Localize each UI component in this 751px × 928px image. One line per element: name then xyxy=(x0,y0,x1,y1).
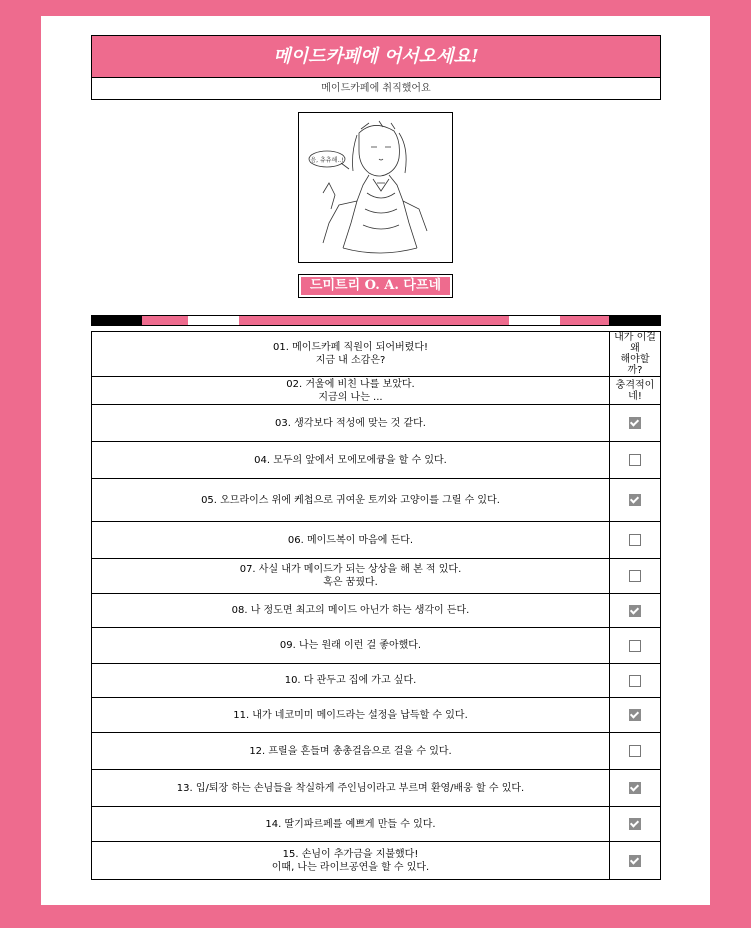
checkbox-cell xyxy=(610,628,661,664)
stripe-segment xyxy=(609,316,660,325)
checklist-row xyxy=(92,479,661,522)
answer-label-shock: 충격적이네! xyxy=(610,377,661,405)
question-text: 04. 모두의 앞에서 모에모에큥을 할 수 있다. xyxy=(92,442,610,479)
stripe-segment xyxy=(239,316,509,325)
page-title: 메이드카페에 어서오세요! xyxy=(92,36,660,78)
question-text: 09. 나는 원래 이런 걸 좋아했다. xyxy=(92,628,610,664)
checkbox-unchecked[interactable] xyxy=(629,534,641,546)
checklist-row xyxy=(92,842,661,880)
question-text: 13. 입/퇴장 하는 손님들을 착실하게 주인님이라고 부르며 환영/배웅 할 수 있다. xyxy=(92,770,610,807)
checkbox-checked[interactable] xyxy=(629,709,641,721)
checkbox-cell xyxy=(610,559,661,594)
checkbox-cell xyxy=(610,594,661,628)
checklist-row xyxy=(92,628,661,664)
checklist-row xyxy=(92,405,661,442)
checkbox-checked[interactable] xyxy=(629,818,641,830)
checkbox-checked[interactable] xyxy=(629,417,641,429)
question-text: 10. 다 관두고 집에 가고 싶다. xyxy=(92,664,610,698)
question-text: 01. 메이드카페 직원이 되어버렸다! 지금 내 소감은? xyxy=(92,332,610,377)
checkbox-cell xyxy=(610,479,661,522)
header-box xyxy=(91,35,661,100)
checklist-row xyxy=(92,594,661,628)
checkbox-checked[interactable] xyxy=(629,782,641,794)
question-text: 11. 내가 네코미미 메이드라는 설정을 납득할 수 있다. xyxy=(92,698,610,733)
checklist-row xyxy=(92,442,661,479)
question-text: 05. 오므라이스 위에 케첩으로 귀여운 토끼와 고양이를 그릴 수 있다. xyxy=(92,479,610,522)
checkbox-unchecked[interactable] xyxy=(629,675,641,687)
checkbox-cell xyxy=(610,442,661,479)
character-name-tag xyxy=(298,274,453,298)
checkbox-unchecked[interactable] xyxy=(629,454,641,466)
checkbox-cell xyxy=(610,405,661,442)
color-stripe-divider xyxy=(91,315,661,326)
speech-text: 음, 츄츄해..! xyxy=(310,157,344,164)
checklist-row xyxy=(92,664,661,698)
checkbox-checked[interactable] xyxy=(629,494,641,506)
checkbox-unchecked[interactable] xyxy=(629,640,641,652)
checklist-row xyxy=(92,698,661,733)
checklist-row xyxy=(92,733,661,770)
answer-label-why: 내가 이걸 왜 해야할까? xyxy=(610,332,661,377)
stripe-segment xyxy=(188,316,239,325)
checkbox-cell xyxy=(610,522,661,559)
checkbox-checked[interactable] xyxy=(629,605,641,617)
question-text: 15. 손님이 추가금을 지불했다! 이때, 나는 라이브공연을 할 수 있다. xyxy=(92,842,610,880)
question-text: 12. 프릴을 흔들며 총총걸음으로 걸을 수 있다. xyxy=(92,733,610,770)
checkbox-unchecked[interactable] xyxy=(629,570,641,582)
question-text: 02. 거울에 비친 나를 보았다. 지금의 나는 ... xyxy=(92,377,610,405)
checkbox-cell xyxy=(610,842,661,880)
checklist-row xyxy=(92,522,661,559)
checkbox-unchecked[interactable] xyxy=(629,745,641,757)
page-subtitle: 메이드카페에 취직했어요 xyxy=(321,83,431,94)
checkbox-cell xyxy=(610,698,661,733)
checklist-row xyxy=(92,559,661,594)
question-text: 08. 나 정도면 최고의 메이드 아닌가 하는 생각이 든다. xyxy=(92,594,610,628)
checklist-table xyxy=(91,331,661,880)
question-text: 14. 딸기파르페를 예쁘게 만들 수 있다. xyxy=(92,807,610,842)
checkbox-cell xyxy=(610,664,661,698)
page-card xyxy=(41,16,710,905)
checkbox-cell xyxy=(610,807,661,842)
checklist-row xyxy=(92,332,661,377)
checkbox-cell xyxy=(610,733,661,770)
checklist-row xyxy=(92,807,661,842)
stripe-segment xyxy=(560,316,609,325)
stripe-segment xyxy=(142,316,188,325)
checklist-row xyxy=(92,770,661,807)
checkbox-checked[interactable] xyxy=(629,855,641,867)
character-name: 드미트리 O. A. 다프네 xyxy=(301,277,450,295)
checkbox-cell xyxy=(610,770,661,807)
stripe-segment xyxy=(509,316,560,325)
question-text: 03. 생각보다 적성에 맞는 것 같다. xyxy=(92,405,610,442)
maid-sketch xyxy=(299,113,452,262)
stripe-segment xyxy=(92,316,142,325)
checklist-row xyxy=(92,377,661,405)
question-text: 07. 사실 내가 메이드가 되는 상상을 해 본 적 있다. 혹은 꿈꿨다. xyxy=(92,559,610,594)
character-illustration xyxy=(298,112,453,263)
question-text: 06. 메이드복이 마음에 든다. xyxy=(92,522,610,559)
